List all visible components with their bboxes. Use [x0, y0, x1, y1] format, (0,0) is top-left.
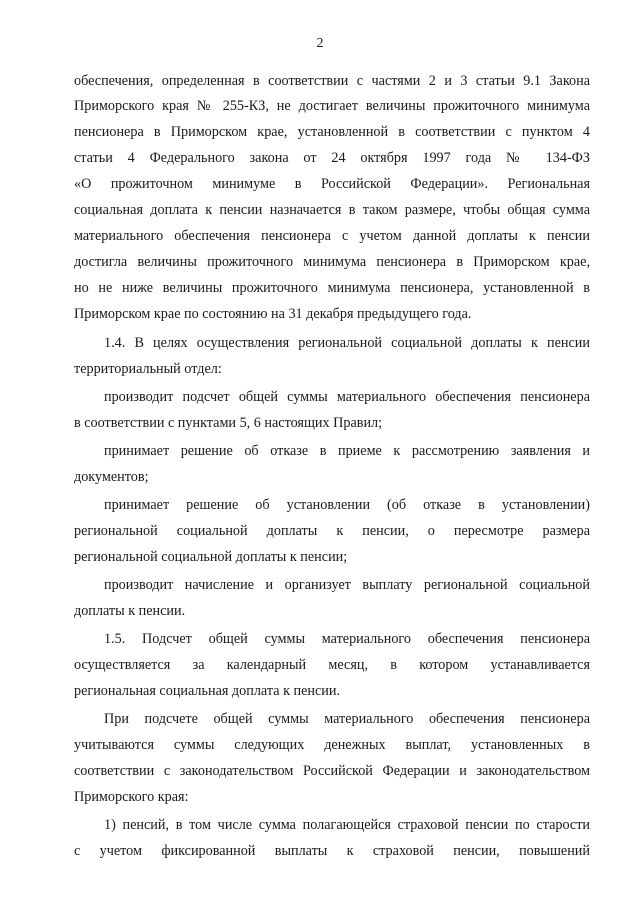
text-line: При подсчете общей суммы материального обеспечения пенсионера — [104, 711, 590, 727]
text-line: производит начисление и организует выплату региональной социальной — [104, 577, 590, 593]
text-line: 1) пенсий, в том числе сумма полагающейся страховой пенсии по старости — [104, 817, 590, 833]
text-line: Приморского края № 255-КЗ, не достигает величины прожиточного минимума — [74, 98, 590, 114]
text-line: соответствии с законодательством Российской Федерации и законодательством — [74, 763, 590, 779]
text-line: территориальный отдел: — [74, 361, 222, 377]
text-line: учитываются суммы следующих денежных выплат, установленных в — [74, 737, 590, 753]
text-line: Приморском крае по состоянию на 31 декабря предыдущего года. — [74, 306, 472, 322]
text-line: социальная доплата к пенсии назначается в таком размере, чтобы общая сумма — [74, 202, 590, 218]
text-line: региональной социальной доплаты к пенсии, о пересмотре размера — [74, 523, 590, 539]
text-line: принимает решение об отказе в приеме к рассмотрению заявления и — [104, 443, 590, 459]
text-line: статьи 4 Федерального закона от 24 октября 1997 года № 134-ФЗ — [74, 150, 590, 166]
text-line: производит подсчет общей суммы материального обеспечения пенсионера — [104, 389, 590, 405]
text-line: 1.5. Подсчет общей суммы материального обеспечения пенсионера — [104, 631, 590, 647]
text-line: региональной социальной доплаты к пенсии; — [74, 549, 348, 565]
text-line: в соответствии с пунктами 5, 6 настоящих Правил; — [74, 415, 383, 431]
text-line: документов; — [74, 469, 149, 485]
text-line: принимает решение об установлении (об отказе в установлении) — [104, 497, 590, 513]
text-line: осуществляется за календарный месяц, в котором устанавливается — [74, 657, 590, 673]
page-number: 2 — [316, 36, 324, 51]
text-line: с учетом фиксированной выплаты к страховой пенсии, повышений — [74, 843, 590, 859]
text-line: материального обеспечения пенсионера с учетом данной доплаты к пенсии — [74, 228, 590, 244]
text-line: но не ниже величины прожиточного минимума пенсионера, установленной в — [74, 280, 590, 296]
text-line: 1.4. В целях осуществления региональной социальной доплаты к пенсии — [104, 335, 590, 351]
text-line: достигла величины прожиточного минимума пенсионера в Приморском крае, — [74, 254, 590, 270]
text-line: пенсионера в Приморском крае, установленной в соответствии с пунктом 4 — [74, 124, 590, 140]
text-line: обеспечения, определенная в соответствии с частями 2 и 3 статьи 9.1 Закона — [74, 73, 590, 89]
text-line: Приморского края: — [74, 789, 189, 805]
text-line: «О прожиточном минимуме в Российской Федерации». Региональная — [74, 176, 590, 192]
text-line: доплаты к пенсии. — [74, 603, 186, 619]
text-line: региональная социальная доплата к пенсии. — [74, 683, 341, 699]
